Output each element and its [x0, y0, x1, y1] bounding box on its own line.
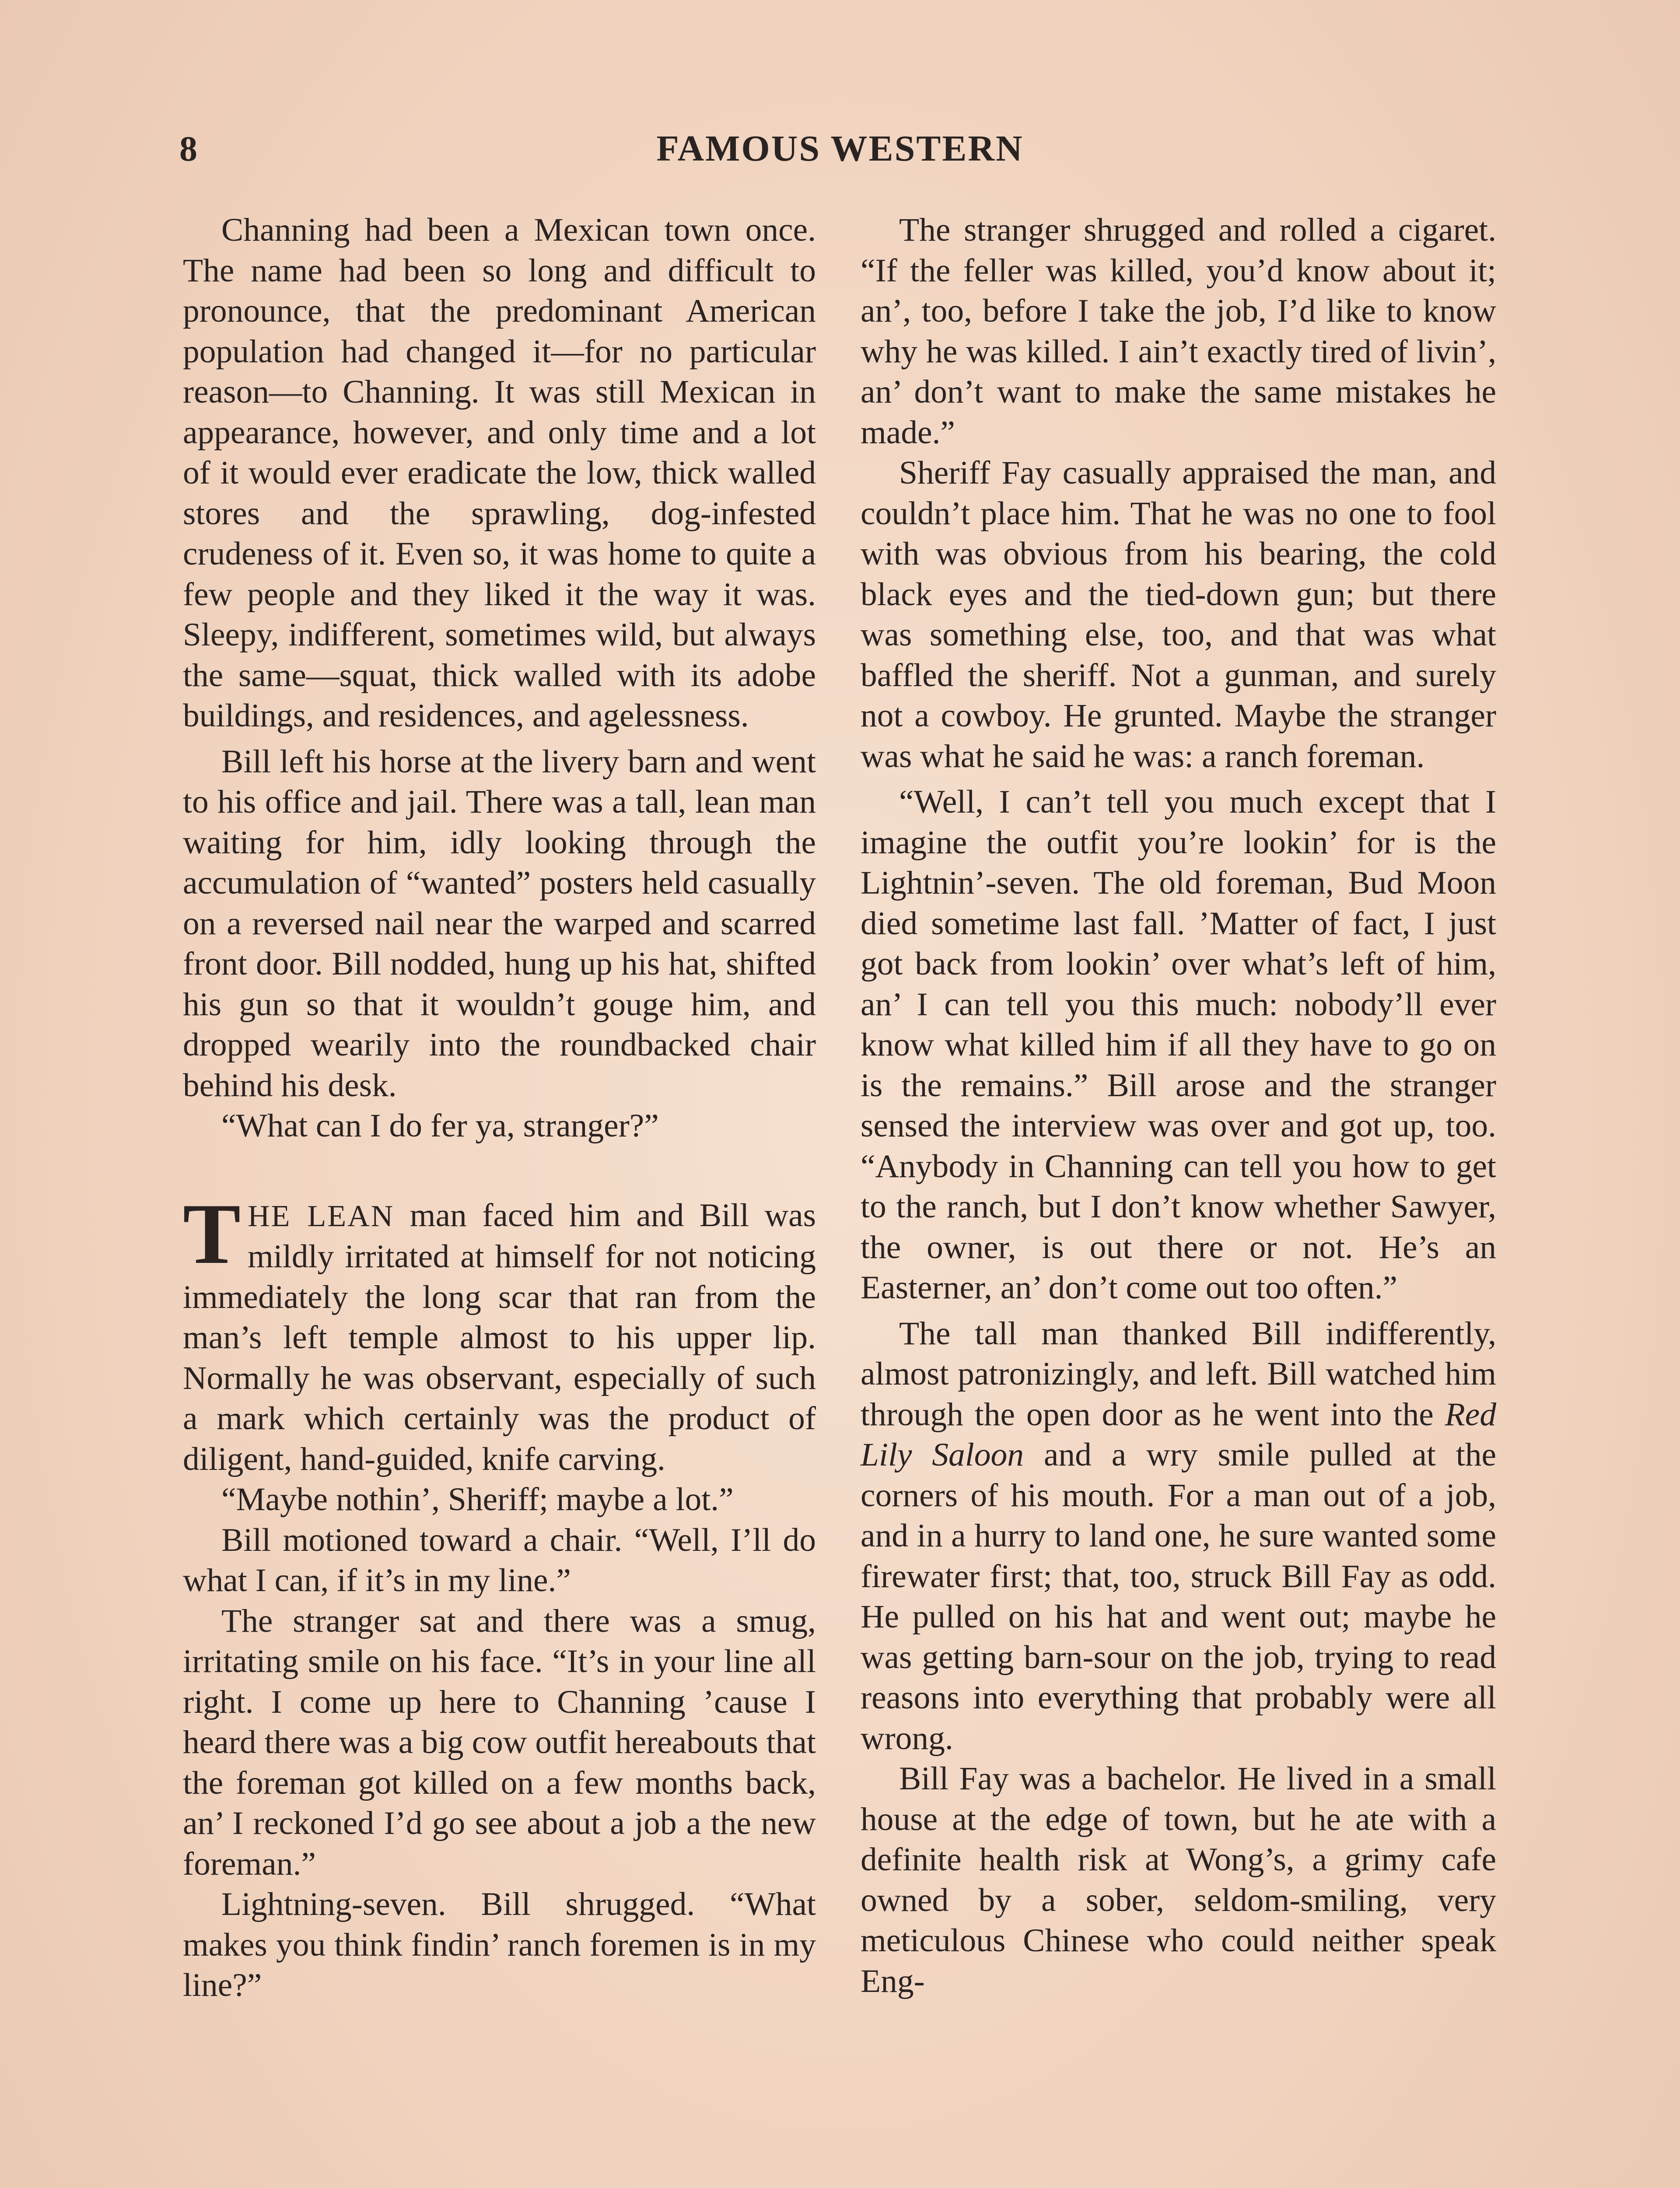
- paragraph: Bill motioned toward a chair. “Well, I’ll do what I can, if it’s in my line.”: [183, 1522, 816, 1599]
- paragraph: Lightning-seven. Bill shrugged. “What makes you think findin’ ranch foremen is in my line?”: [183, 1886, 816, 2003]
- paragraph: “What can I do fer ya, stranger?”: [221, 1108, 659, 1144]
- section-opening-paragraph: [183, 1185, 816, 1480]
- right-column: [861, 210, 1496, 2002]
- paragraph: The stranger shrugged and rolled a cigaret. “If the feller was killed, you’d know about it; an’, too, before I take the job, I’d like to know why he was killed. I ain’t exactly tired of livin’, an’ don’t want to make the same mistakes he made.”: [861, 212, 1496, 451]
- paragraph: The stranger sat and there was a smug, irritating smile on his face. “It’s in your line all right. I come up here to Channing ’cause I heard there was a big cow outfit hereabouts that the foreman got killed on a few months back, an’ I reckoned I’d go see about a job a the new foreman.”: [183, 1602, 816, 1882]
- page-number: 8: [179, 129, 197, 168]
- paragraph: “Well, I can’t tell you much except that I imagine the outfit you’re lookin’ for is the Lightnin’-seven. The old foreman, Bud Moon died sometime last fall. ’Matter of fact, I just got back from lookin’ over what’s left of him, an’ I can tell you this much: nobody’ll ever know what killed him if all they have to go on is the remains.” Bill arose and the stranger sensed the interview was over and got up, too. “Anybody in Channing can tell you how to get to the ranch, but I don’t know whether Sawyer, the owner, is out there or not. He’s an Easterner, an’ don’t come out too often.”: [861, 784, 1496, 1306]
- lead-in-smallcaps: HE LEAN: [248, 1199, 395, 1233]
- paragraph: [861, 1314, 1496, 1759]
- paragraph: “Maybe nothin’, Sheriff; maybe a lot.”: [221, 1481, 734, 1518]
- saloon-name: Red Lily Saloon: [861, 1396, 1496, 1473]
- left-column: [183, 210, 816, 2006]
- page-header: [179, 125, 1501, 173]
- paragraph: Sheriff Fay casually appraised the man, and couldn’t place him. That he was no one to fool with was obvious from his bearing, the cold black eyes and the tied-down gun; but there was something else, too, and that was what baffled the sheriff. Not a gunman, and surely not a cowboy. He grunted. Maybe the stranger was what he said he was: a ranch foreman.: [861, 455, 1496, 775]
- paragraph: Bill left his horse at the livery barn and went to his office and jail. There was a tall, lean man waiting for him, idly looking through the accumulation of “wanted” posters held casually on a reversed nail near the warped and scarred front door. Bill nodded, hung up his hat, shifted his gun so that it wouldn’t gouge him, and dropped wearily into the roundbacked chair behind his desk.: [183, 743, 816, 1104]
- paragraph: Channing had been a Mexican town once. The name had been so long and difficult to pronounce, that the predominant American population had changed it—for no particular reason—to Channing. It was still Mexican in appearance, however, and only time and a lot of it would ever eradicate the low, thick walled stores and the sprawling, dog-infested crudeness of it. Even so, it was home to quite a few people and they liked it the way it was. Sleepy, indifferent, sometimes wild, but always the same—squat, thick walled with its adobe buildings, and residences, and agelessness.: [183, 212, 816, 734]
- paragraph-text: and a wry smile pulled at the corners of his mouth. For a man out of a job, and in a hurry to land one, he sure wanted some firewater first; that, too, struck Bill Fay as odd. He pulled on his hat and went out; maybe he was getting barn-sour on the job, trying to read reasons into everything that probably were all wrong.: [861, 1437, 1496, 1757]
- magazine-title: FAMOUS WESTERN: [656, 128, 1024, 169]
- drop-cap: T: [183, 1185, 241, 1282]
- paragraph: Bill Fay was a bachelor. He lived in a small house at the edge of town, but he ate with a definite health risk at Wong’s, a grimy cafe owned by a sober, seldom-smiling, very meticulous Chinese who could neither speak Eng-: [861, 1760, 1496, 1999]
- paragraph-text: The tall man thanked Bill indifferently, almost patronizingly, and left. Bill watched him through the open door as he went into the: [861, 1315, 1496, 1433]
- paragraph-text: man faced him and Bill was mildly irritated at himself for not noticing immediately the long scar that ran from the man’s left temple almost to his upper lip. Normally he was observant, especially of such a mark which certainly was the product of diligent, hand-guided, knife carving.: [183, 1197, 816, 1477]
